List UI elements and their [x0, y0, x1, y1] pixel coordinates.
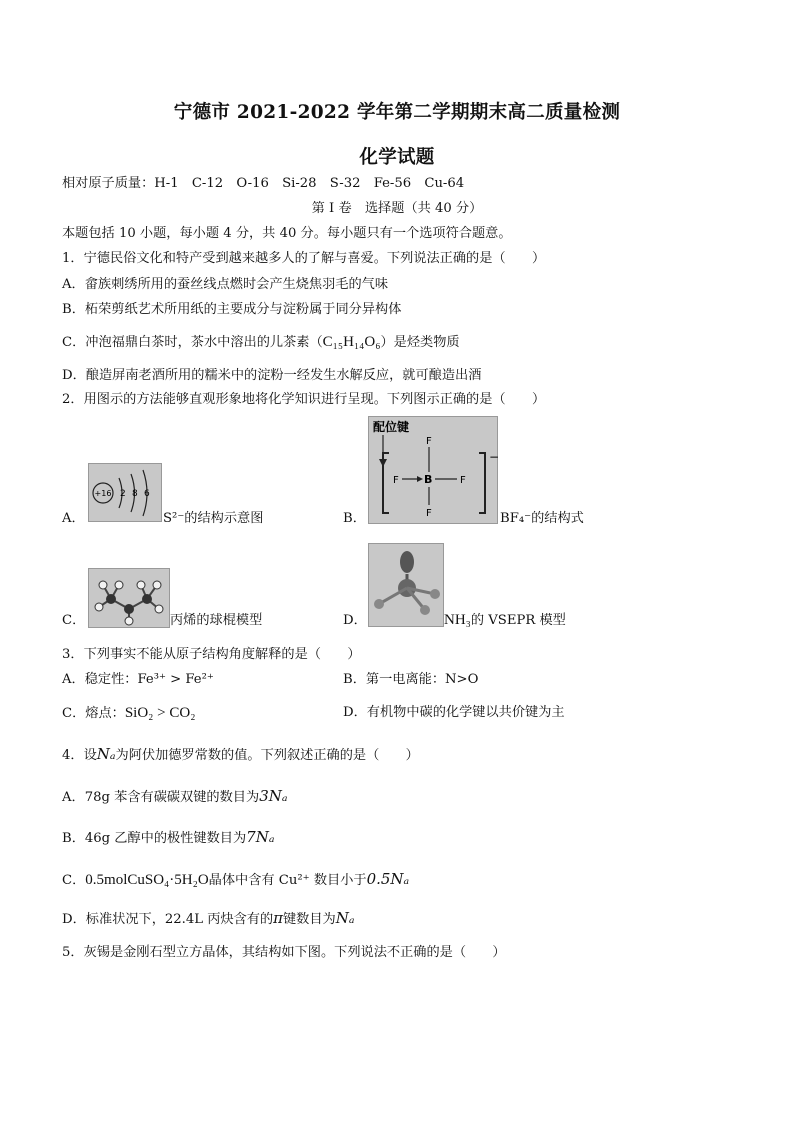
q4-option-c-formula: 0.5molCuSO₄·5H₂O [85, 872, 209, 888]
q3-stem: 3．下列事实不能从原子结构角度解释的是（ ） [62, 647, 361, 662]
q3-option-c-formula: SiO₂ > CO₂ [124, 705, 196, 721]
q2-stem: 2．用图示的方法能够直观形象地将化学知识进行呈现。下列图示正确的是（ ） [62, 392, 546, 407]
atomic-masses: 相对原子质量：H-1 C-12 O-16 Si-28 S-32 Fe-56 Cu-64 [62, 176, 465, 191]
pi-symbol: π [273, 909, 283, 927]
q1-option-c-formula: C₁₅H₁₄O₆ [322, 334, 381, 350]
q4-stem [62, 746, 419, 764]
propene-ball-stick-model [88, 568, 170, 628]
q3-option-b: B．第一电离能：N>O [343, 672, 479, 687]
q4-option-d-text: D．标准状况下，22.4L 丙炔含有的 [62, 912, 274, 927]
q1-stem: 1．宁德民俗文化和特产受到越来越多人的了解与喜爱。下列说法正确的是（ ） [62, 251, 546, 266]
q4-option-c-label: C． [62, 873, 86, 888]
q1-option-a: A．畲族刺绣所用的蚕丝线点燃时会产生烧焦羽毛的气味 [62, 277, 389, 292]
q2-option-d-caption-text: 的 VSEPR 模型 [470, 613, 566, 628]
q4-option-d [62, 910, 355, 928]
q3-option-d: D．有机物中碳的化学键以共价键为主 [343, 705, 565, 720]
bf4-structure-diagram [368, 416, 498, 524]
svg-text:F: F [426, 508, 432, 519]
q2-option-d-caption [444, 612, 566, 629]
charge-sign: − [489, 450, 500, 464]
avogadro-symbol: Nₐ [96, 745, 116, 763]
q4-stem-post: 为阿伏加德罗常数的值。下列叙述正确的是（ ） [115, 748, 419, 763]
q4-option-a-text: A．78g 苯含有碳碳双键的数目为 [62, 790, 260, 805]
instructions: 本题包括 10 小题，每小题 4 分，共 40 分。每小题只有一个选项符合题意。 [62, 226, 512, 241]
q2-option-c-caption: 丙烯的球棍模型 [170, 613, 263, 628]
shell-1-count: 2 [120, 489, 126, 499]
exam-title: 宁德市 2021-2022 学年第二学期期末高二质量检测 [173, 102, 621, 123]
shell-3-count: 6 [144, 489, 150, 499]
q1-option-c [62, 334, 460, 351]
center-atom: B [424, 473, 433, 486]
svg-text:F: F [393, 475, 399, 486]
q5-stem: 5．灰锡是金刚石型立方晶体，其结构如下图。下列说法不正确的是（ ） [62, 945, 506, 960]
q1-option-c-post: ）是烃类物质 [380, 335, 460, 350]
q3-option-a: A．稳定性：Fe³⁺ > Fe²⁺ [62, 672, 214, 687]
nh3-formula: NH₃ [444, 612, 471, 628]
q4-option-b-value: 7Nₐ [246, 828, 275, 846]
q4-option-a [62, 788, 288, 806]
q3-option-c [62, 705, 195, 722]
q4-option-c-value: 0.5Nₐ [366, 870, 410, 888]
q4-option-b [62, 829, 274, 847]
q1-option-b: B．柘荣剪纸艺术所用纸的主要成分与淀粉属于同分异构体 [62, 302, 402, 317]
q2-option-a-label: A． [62, 511, 85, 526]
q2-option-c-label: C． [62, 613, 86, 628]
nh3-vsepr-model [368, 543, 444, 627]
q2-option-a-caption: S²⁻的结构示意图 [163, 511, 264, 526]
q4-option-c-text: 晶体中含有 Cu²⁺ 数目小于 [208, 873, 367, 888]
q4-option-c [62, 871, 409, 889]
q4-option-b-text: B．46g 乙醇中的极性键数目为 [62, 831, 247, 846]
q4-stem-pre: 4．设 [62, 748, 97, 763]
shell-2-count: 8 [132, 489, 138, 499]
q4-option-a-value: 3Nₐ [259, 787, 288, 805]
q1-option-c-pre: C．冲泡福鼎白茶时，茶水中溶出的儿茶素（ [62, 335, 323, 350]
q4-option-d-mid: 键数目为 [283, 912, 336, 927]
q1-option-d: D．酿造屏南老酒所用的糯米中的淀粉一经发生水解反应，就可酿造出酒 [62, 368, 482, 383]
q2-option-d-label: D． [343, 613, 367, 628]
q4-option-d-value: Nₐ [335, 909, 355, 927]
exam-subtitle: 化学试题 [359, 147, 435, 168]
q2-option-b-label: B． [343, 511, 366, 526]
section-heading: 第 I 卷 选择题（共 40 分） [311, 201, 483, 216]
svg-text:F: F [426, 436, 432, 447]
nucleus-charge: +16 [94, 489, 112, 498]
svg-text:F: F [460, 475, 466, 486]
coordinate-bond-label: 配位键 [373, 420, 410, 434]
sulfide-ion-diagram [88, 463, 162, 522]
q2-option-b-caption: BF₄⁻的结构式 [500, 511, 584, 526]
q3-option-c-pre: C．熔点： [62, 706, 125, 721]
